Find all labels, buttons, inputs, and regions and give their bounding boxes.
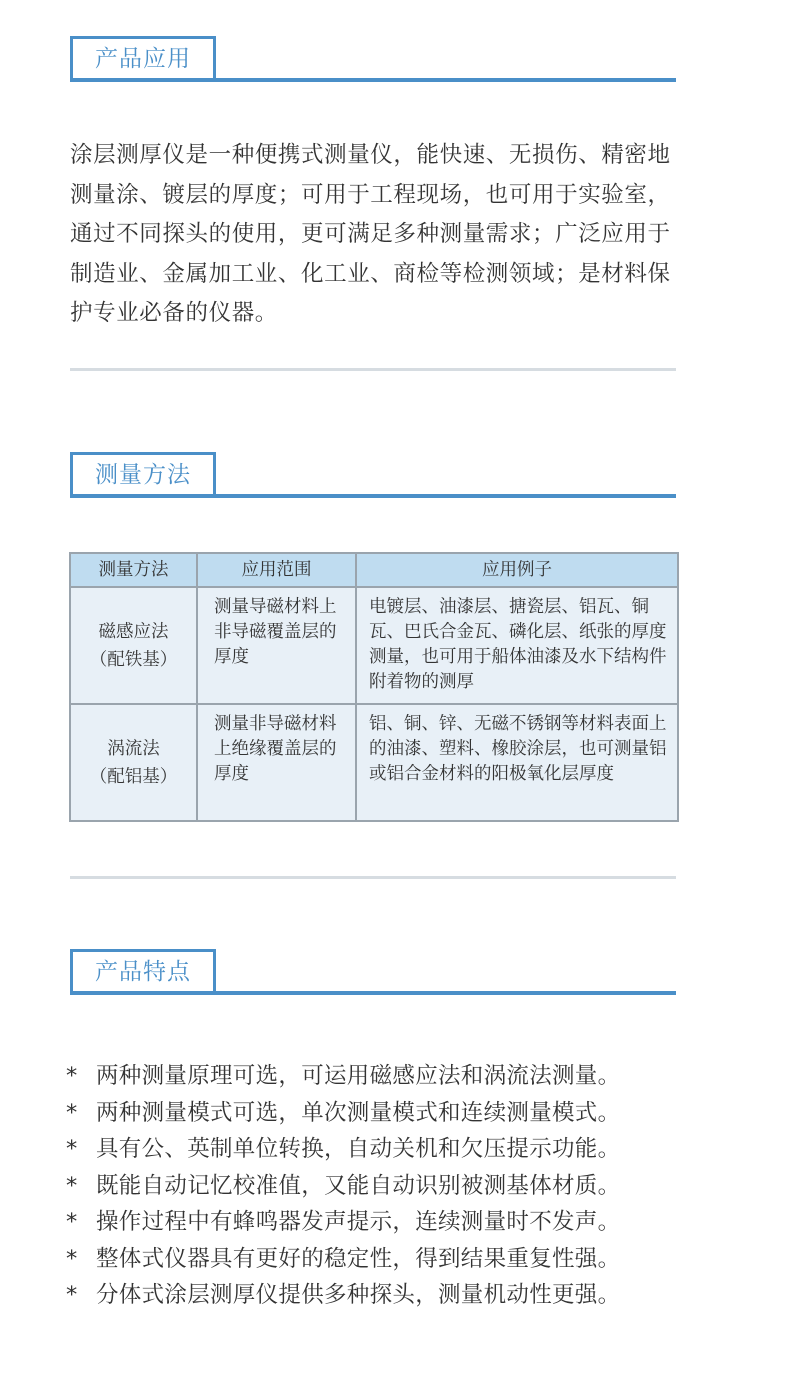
divider-2 [70,876,676,879]
feature-text: 既能自动记忆校准值，又能自动识别被测基体材质。 [96,1172,621,1199]
bullet-asterisk: * [66,1209,78,1235]
table-cell-example: 铝、铜、锌、无磁不锈钢等材料表面上的油漆、塑料、橡胶涂层，也可测量铝或铝合金材料的阳极氧化层厚度 [356,704,678,821]
table-cell-scope: 测量非导磁材料上绝缘覆盖层的厚度 [197,704,356,821]
table-header-scope: 应用范围 [197,553,356,587]
section-title-features: 产品特点 [70,949,216,991]
method-substrate: （配铝基） [89,766,178,787]
method-name: 涡流法 [107,738,160,759]
method-name: 磁感应法 [98,621,169,642]
list-item [66,1241,706,1278]
table-cell-example: 电镀层、油漆层、搪瓷层、铝瓦、铜瓦、巴氏合金瓦、磷化层、纸张的厚度测量，也可用于船体油漆及水下结构件附着物的测厚 [356,587,678,704]
list-item [66,1204,706,1241]
table-header-row [70,553,678,587]
list-item [66,1131,706,1168]
feature-text: 操作过程中有蜂鸣器发声提示，连续测量时不发声。 [96,1209,621,1235]
application-paragraph: 涂层测厚仪是一种便携式测量仪，能快速、无损伤、精密地测量涂、镀层的厚度；可用于工程现场，也可用于实验室，通过不同探头的使用，更可满足多种测量需求；广泛应用于制造业、金属加工业、化工业、商检等检测领域；是材料保护专业必备的仪器。 [70,142,671,326]
table-cell-scope: 测量导磁材料上非导磁覆盖层的厚度 [197,587,356,704]
feature-text: 两种测量模式可选，单次测量模式和连续测量模式。 [96,1099,621,1126]
list-item [66,1277,706,1314]
table-header-method: 测量方法 [70,553,197,587]
bullet-asterisk: * [66,1136,78,1162]
feature-text: 整体式仪器具有更好的稳定性，得到结果重复性强。 [96,1245,621,1272]
list-item [66,1058,706,1095]
list-item [66,1168,706,1205]
bullet-asterisk: * [66,1099,78,1126]
method-substrate: （配铁基） [89,649,178,670]
bullet-asterisk: * [66,1063,78,1089]
bullet-asterisk: * [66,1282,78,1308]
table-header-example: 应用例子 [356,553,678,587]
table-row [70,704,678,821]
feature-list [66,1058,706,1314]
section-title-method: 测量方法 [70,452,216,494]
table-cell-method [70,587,197,704]
feature-text: 分体式涂层测厚仪提供多种探头，测量机动性更强。 [96,1282,621,1308]
section-title-application: 产品应用 [70,36,216,78]
section-header-application [70,36,676,84]
section-header-features [70,949,676,997]
feature-text: 具有公、英制单位转换，自动关机和欠压提示功能。 [96,1136,621,1162]
bullet-asterisk: * [66,1172,78,1199]
section-header-method [70,452,676,500]
method-table [69,552,679,822]
divider-1 [70,368,676,371]
table-cell-method [70,704,197,821]
feature-text: 两种测量原理可选，可运用磁感应法和涡流法测量。 [96,1063,621,1089]
list-item [66,1095,706,1132]
bullet-asterisk: * [66,1245,78,1272]
table-row [70,587,678,704]
